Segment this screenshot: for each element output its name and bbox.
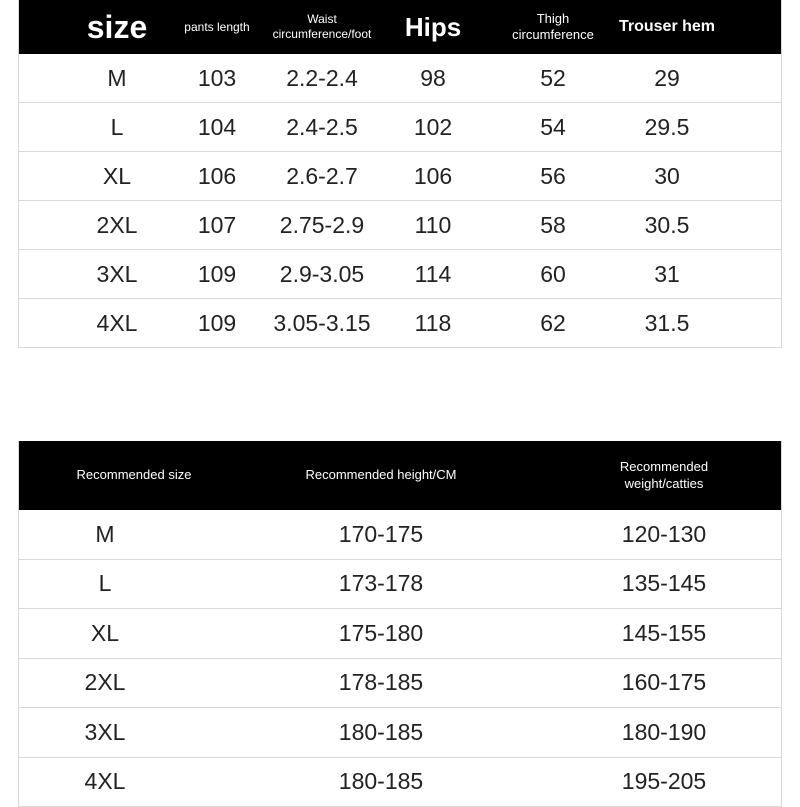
cell-waist: 2.4-2.5: [259, 103, 385, 151]
header-recommended-height: Recommended height/CM: [281, 441, 481, 510]
header-waist: Waist circumference/foot: [259, 0, 385, 54]
cell-trouser-hem: 31: [609, 250, 725, 298]
cell-size: XL: [19, 609, 191, 658]
header-trouser-hem: Trouser hem: [609, 0, 725, 54]
cell-height: 180-185: [281, 708, 481, 757]
cell-height: 180-185: [281, 758, 481, 807]
cell-waist: 3.05-3.15: [259, 299, 385, 347]
cell-hips: 118: [383, 299, 483, 347]
cell-waist: 2.9-3.05: [259, 250, 385, 298]
header-pants-length: pants length: [177, 0, 257, 54]
table-row: [19, 609, 781, 659]
cell-trouser-hem: 29.5: [609, 103, 725, 151]
cell-weight: 180-190: [579, 708, 749, 757]
header-recommended-weight: Recommended weight/catties: [579, 441, 749, 510]
cell-thigh: 60: [497, 250, 609, 298]
cell-weight: 120-130: [579, 510, 749, 559]
table-row: [19, 659, 781, 709]
cell-weight: 195-205: [579, 758, 749, 807]
cell-size: 4XL: [19, 758, 191, 807]
cell-thigh: 58: [497, 201, 609, 249]
cell-size: 2XL: [19, 659, 191, 708]
cell-thigh: 56: [497, 152, 609, 200]
header-size: size: [74, 0, 160, 54]
cell-pants-length: 107: [177, 201, 257, 249]
cell-weight: 135-145: [579, 560, 749, 609]
cell-size: 3XL: [74, 250, 160, 298]
table-row: [19, 54, 781, 103]
cell-height: 173-178: [281, 560, 481, 609]
cell-pants-length: 109: [177, 299, 257, 347]
cell-trouser-hem: 30.5: [609, 201, 725, 249]
header-recommended-size: Recommended size: [49, 441, 219, 510]
cell-size: M: [19, 510, 191, 559]
cell-waist: 2.2-2.4: [259, 54, 385, 102]
cell-pants-length: 104: [177, 103, 257, 151]
cell-hips: 102: [383, 103, 483, 151]
cell-hips: 110: [383, 201, 483, 249]
table-row: [19, 103, 781, 152]
cell-height: 175-180: [281, 609, 481, 658]
header-hips: Hips: [383, 0, 483, 54]
cell-size: XL: [74, 152, 160, 200]
cell-height: 170-175: [281, 510, 481, 559]
table-row: [19, 708, 781, 758]
cell-size: 3XL: [19, 708, 191, 757]
header-thigh: Thigh circumference: [497, 0, 609, 54]
recommended-size-table: [18, 441, 782, 807]
cell-pants-length: 109: [177, 250, 257, 298]
cell-thigh: 62: [497, 299, 609, 347]
cell-trouser-hem: 31.5: [609, 299, 725, 347]
recommended-size-header: [19, 441, 781, 510]
cell-hips: 98: [383, 54, 483, 102]
cell-pants-length: 103: [177, 54, 257, 102]
cell-pants-length: 106: [177, 152, 257, 200]
cell-size: 2XL: [74, 201, 160, 249]
cell-thigh: 54: [497, 103, 609, 151]
cell-thigh: 52: [497, 54, 609, 102]
cell-weight: 160-175: [579, 659, 749, 708]
cell-size: L: [19, 560, 191, 609]
cell-trouser-hem: 30: [609, 152, 725, 200]
table-row: [19, 510, 781, 560]
cell-hips: 106: [383, 152, 483, 200]
cell-size: 4XL: [74, 299, 160, 347]
table-row: [19, 152, 781, 201]
cell-waist: 2.75-2.9: [259, 201, 385, 249]
size-chart-table: [18, 0, 782, 348]
cell-hips: 114: [383, 250, 483, 298]
table-row: [19, 250, 781, 299]
table-row: [19, 201, 781, 250]
cell-weight: 145-155: [579, 609, 749, 658]
cell-size: L: [74, 103, 160, 151]
table-row: [19, 560, 781, 610]
cell-waist: 2.6-2.7: [259, 152, 385, 200]
cell-size: M: [74, 54, 160, 102]
cell-trouser-hem: 29: [609, 54, 725, 102]
size-chart-header: [19, 0, 781, 54]
table-row: [19, 299, 781, 348]
cell-height: 178-185: [281, 659, 481, 708]
